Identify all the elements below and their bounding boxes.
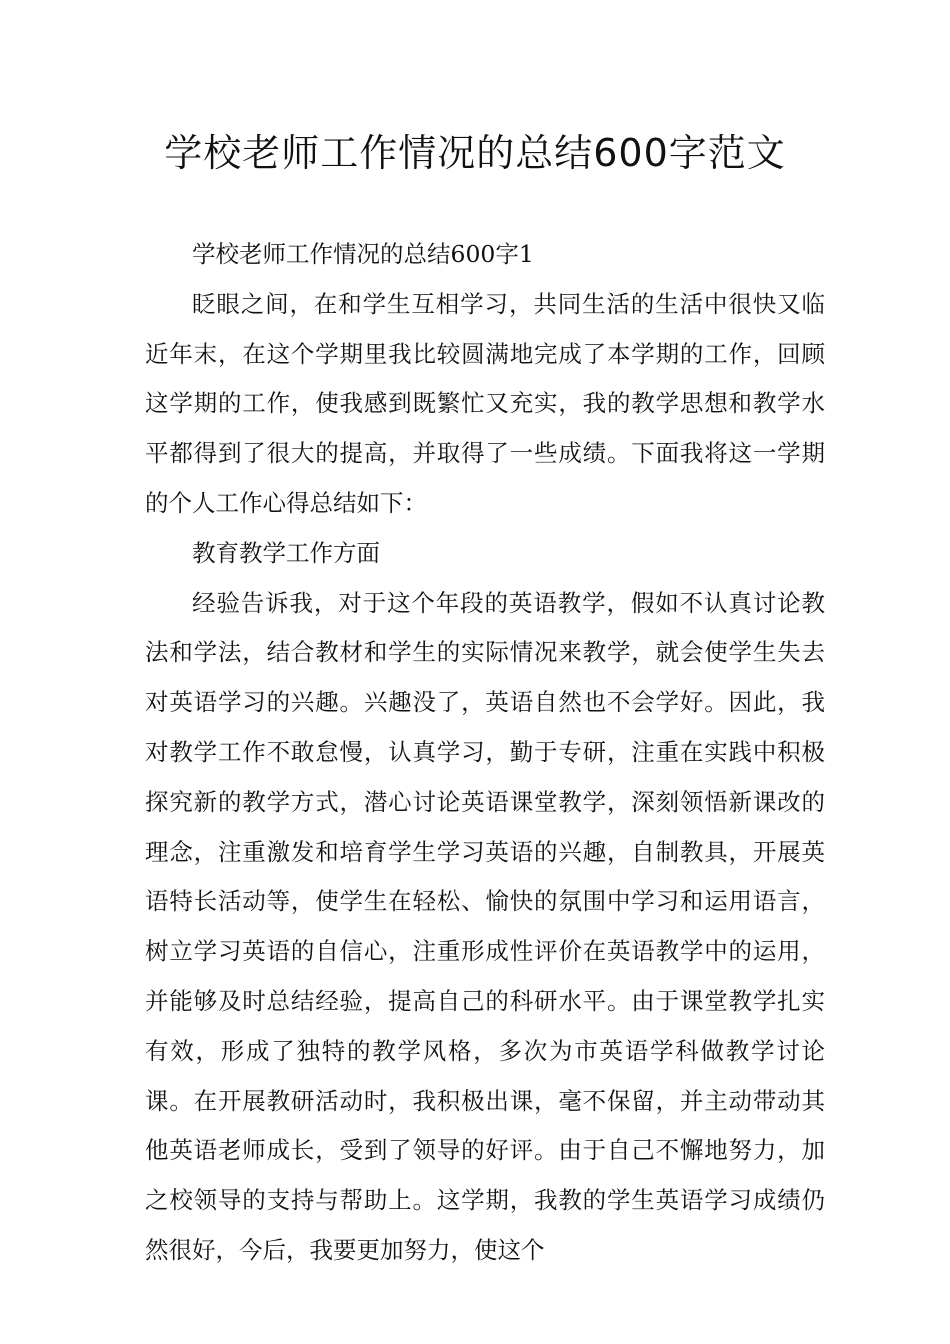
document-body <box>145 230 825 1276</box>
document-title: 学校老师工作情况的总结600字范文 <box>164 131 786 175</box>
section-heading-teaching: 教育教学工作方面 <box>192 538 380 567</box>
paragraph-intro: 眨眼之间，在和学生互相学习，共同生活的生活中很快又临近年末，在这个学期里我比较圆满地完成了本学期的工作，回顾这学期的工作，使我感到既繁忙又充实，我的教学思想和教学水平都得到了很大的提高，并取得了一些成绩。下面我将这一学期的个人工作心得总结如下： <box>145 289 825 517</box>
section-heading-1: 学校老师工作情况的总结600字1 <box>192 240 534 268</box>
paragraph-teaching: 经验告诉我，对于这个年段的英语教学，假如不认真讨论教法和学法，结合教材和学生的实际情况来教学，就会使学生失去对英语学习的兴趣。兴趣没了，英语自然也不会学好。因此，我对教学工作不敢怠慢，认真学习，勤于专研，注重在实践中积极探究新的教学方式，潜心讨论英语课堂教学，深刻领悟新课改的理念，注重激发和培育学生学习英语的兴趣，自制教具，开展英语特长活动等，使学生在轻松、愉快的氛围中学习和运用语言，树立学习英语的自信心，注重形成性评价在英语教学中的运用，并能够及时总结经验，提高自己的科研水平。由于课堂教学扎实有效，形成了独特的教学风格，多次为市英语学科做教学讨论课。在开展教研活动时，我积极出课，毫不保留，并主动带动其他英语老师成长，受到了领导的好评。由于自己不懈地努力，加之校领导的支持与帮助上。这学期，我教的学生英语学习成绩仍然很好，今后，我要更加努力，使这个 <box>145 588 825 1264</box>
